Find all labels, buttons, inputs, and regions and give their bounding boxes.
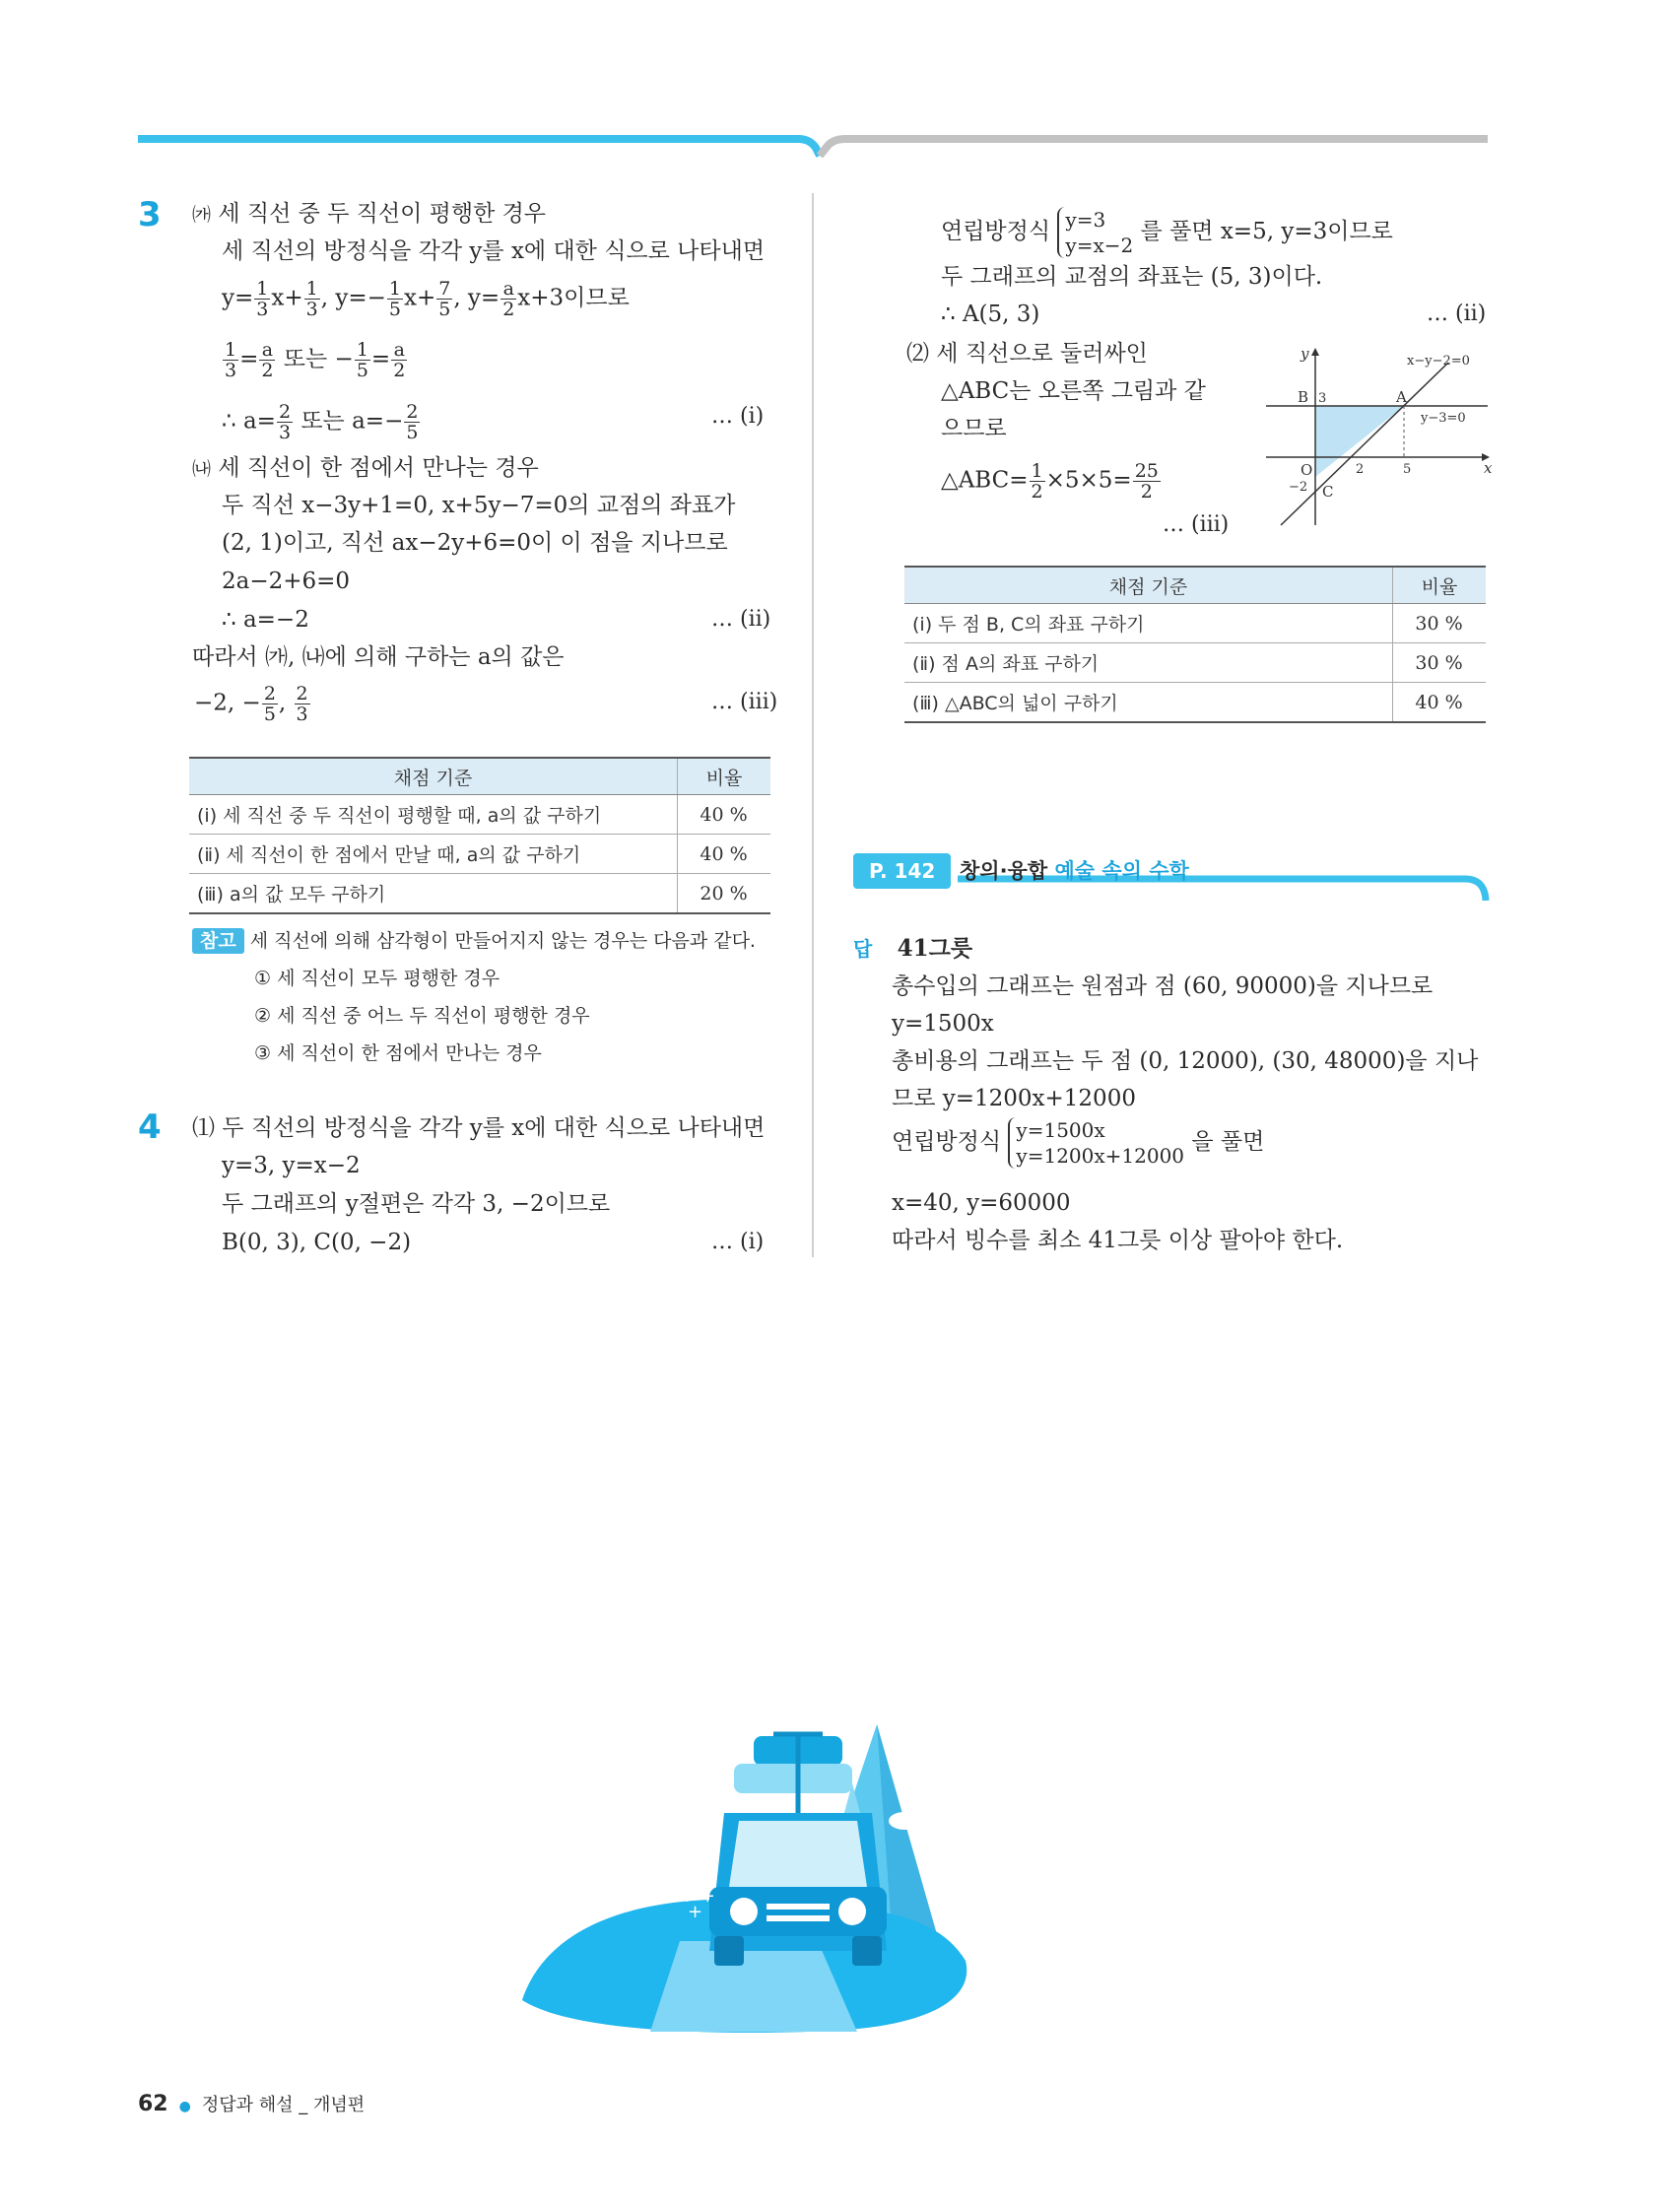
p142-line6: x=40, y=60000 <box>892 1190 1071 1216</box>
ga-tag: ㈎ <box>192 204 212 226</box>
answer-value: 41그릇 <box>897 935 973 962</box>
origin-label: O <box>1301 461 1313 479</box>
p4-right-line1: 연립방정식 y=3 y=x−2 를 풀면 x=5, y=3이므로 <box>941 208 1393 257</box>
equation-system: y=3 y=x−2 <box>1057 207 1133 258</box>
p3-na-line <box>192 453 539 484</box>
p142-line2: y=1500x <box>892 1011 994 1037</box>
p4-right-line5: △ABC는 오른쪽 그림과 같 <box>941 378 1206 404</box>
p3-line3: $\frac{1}{3}$ = $\frac{a}{2}$ 또는 − $\frac{1}{5}$ = $\frac{a}{2}$ <box>225 339 406 381</box>
marker-iii: … (ⅲ) <box>1163 512 1230 537</box>
note-badge: 참고 <box>192 928 244 954</box>
point-a-label: A <box>1396 388 1407 406</box>
page-number: 62 <box>138 2092 168 2116</box>
marker-i: … (ⅰ) <box>711 404 765 429</box>
bullet-icon: ● <box>178 2099 191 2114</box>
equation-system: y=1500x y=1200x+12000 <box>1008 1117 1184 1169</box>
na-title: 세 직선이 한 점에서 만나는 경우 <box>218 455 539 481</box>
p3-line9: 따라서 ㈎, ㈏에 의해 구하는 a의 값은 <box>192 644 565 670</box>
table-row: (ⅲ) a의 값 모두 구하기 20 % <box>189 874 770 914</box>
point-c-label: C <box>1322 483 1334 501</box>
car-windshield <box>729 1821 867 1887</box>
headlight-icon <box>838 1898 866 1925</box>
p4-right-line4: ⑵ 세 직선으로 둘러싸인 <box>906 341 1148 367</box>
roof-luggage <box>734 1764 852 1793</box>
header-gray-line <box>820 139 1488 156</box>
p4-line4: B(0, 3), C(0, −2) <box>222 1230 412 1255</box>
table-row: (ⅰ) 두 점 B, C의 좌표 구하기 30 % <box>904 604 1486 643</box>
y-label: y <box>1301 345 1309 363</box>
table-row: (ⅲ) △ABC의 넓이 구하기 40 % <box>904 683 1486 723</box>
p4-right-line3: ∴ A(5, 3) <box>941 302 1040 327</box>
p4-right-line7: △ABC= $\frac{1}{2}$ ×5×5= $\frac{25}{2}$ <box>941 460 1159 503</box>
p3-line10: −2, − $\frac{2}{5}$ , $\frac{2}{3}$ <box>194 683 308 725</box>
svg-text:+ +: + + <box>680 1886 715 1907</box>
headlight-icon <box>730 1898 758 1925</box>
cloud-icon <box>889 1812 920 1830</box>
page-badge: P. 142 <box>853 853 951 889</box>
point-b-label: B <box>1298 388 1309 406</box>
p4-line2: y=3, y=x−2 <box>222 1153 361 1178</box>
tick-5: 5 <box>1403 462 1412 477</box>
triangle-graph <box>1261 343 1498 530</box>
answer-line <box>853 934 972 964</box>
p142-line7: 따라서 빙수를 최소 41그릇 이상 팔아야 한다. <box>892 1228 1344 1253</box>
p142-line3: 총비용의 그래프는 두 점 (0, 12000), (30, 48000)을 지나 <box>892 1048 1479 1074</box>
x-label: x <box>1484 459 1493 477</box>
tick-2: 2 <box>1356 462 1365 477</box>
p3-line8: ∴ a=−2 <box>222 607 309 633</box>
p3-line4: ∴ a= $\frac{2}{3}$ 또는 a=− $\frac{2}{5}$ <box>222 401 419 443</box>
table-header-ratio: 비율 <box>1393 567 1487 604</box>
p3-ga-line <box>192 199 546 230</box>
problem-number-3: 3 <box>138 195 162 235</box>
p3-grading-table <box>189 757 770 914</box>
column-divider <box>812 193 814 1257</box>
p3-line2: y= $\frac{1}{3}$ x+ $\frac{1}{3}$ , y=− $\frac{1}{5}$ x+ $\frac{7}{5}$ , y= $\frac{a}{2}$ x+3이므로 <box>222 278 630 320</box>
footer <box>138 2091 365 2116</box>
ga-title: 세 직선 중 두 직선이 평행한 경우 <box>218 201 547 227</box>
tick-3: 3 <box>1318 391 1327 406</box>
table-row: (ⅱ) 세 직선이 한 점에서 만날 때, a의 값 구하기 40 % <box>189 835 770 874</box>
line1-label: x−y−2=0 <box>1407 354 1470 369</box>
table-header-ratio: 비율 <box>678 758 771 795</box>
table-row: (ⅱ) 점 A의 좌표 구하기 30 % <box>904 643 1486 683</box>
marker-ii: … (ⅱ) <box>1427 302 1487 326</box>
note-text: 세 직선에 의해 삼각형이 만들어지지 않는 경우는 다음과 같다. <box>249 930 756 952</box>
table-header-criteria: 채점 기준 <box>904 567 1393 604</box>
p3-line5: 두 직선 x−3y+1=0, x+5y−7=0의 교점의 좌표가 <box>222 493 736 518</box>
answer-label: 답 <box>853 937 873 961</box>
p4-line1: ⑴ 두 직선의 방정식을 각각 y를 x에 대한 식으로 나타내면 <box>192 1115 766 1141</box>
p4-right-line6: 으므로 <box>941 416 1007 441</box>
note-item: ③ 세 직선이 한 점에서 만나는 경우 <box>254 1042 542 1064</box>
marker-iii: … (ⅲ) <box>711 690 778 714</box>
section-title-topic: 예술 속의 수학 <box>1054 859 1189 883</box>
table-header-criteria: 채점 기준 <box>189 758 678 795</box>
p3-line1: 세 직선의 방정식을 각각 y를 x에 대한 식으로 나타내면 <box>222 238 766 264</box>
p3-line7: 2a−2+6=0 <box>222 569 351 594</box>
car-illustration <box>512 1714 1005 2040</box>
problem-number-4: 4 <box>138 1107 162 1147</box>
y-axis-arrow <box>1311 348 1319 356</box>
line2-label: y−3=0 <box>1421 411 1466 426</box>
tick-m2: −2 <box>1289 480 1308 495</box>
section-title-category: 창의·융합 <box>960 859 1048 883</box>
header-accent-line <box>138 139 820 156</box>
p142-line1: 총수입의 그래프는 원점과 점 (60, 90000)을 지나므로 <box>892 973 1434 999</box>
p142-line4: 므로 y=1200x+12000 <box>892 1086 1136 1111</box>
note-item: ② 세 직선 중 어느 두 직선이 평행한 경우 <box>254 1005 590 1027</box>
line-x-y-2 <box>1281 363 1448 525</box>
table-row: (ⅰ) 세 직선 중 두 직선이 평행할 때, a의 값 구하기 40 % <box>189 795 770 835</box>
note-item: ① 세 직선이 모두 평행한 경우 <box>254 968 500 989</box>
note-line <box>192 926 756 953</box>
p142-line5: 연립방정식 y=1500x y=1200x+12000 을 풀면 <box>892 1118 1265 1168</box>
p4-right-line2: 두 그래프의 교점의 좌표는 (5, 3)이다. <box>941 264 1323 290</box>
p3-line6: (2, 1)이고, 직선 ax−2y+6=0이 이 점을 지나므로 <box>222 530 728 556</box>
footer-text: 정답과 해설 _ 개념편 <box>201 2095 366 2115</box>
na-tag: ㈏ <box>192 458 212 480</box>
p4-line3: 두 그래프의 y절편은 각각 3, −2이므로 <box>222 1191 611 1217</box>
svg-text:+: + <box>688 1902 703 1922</box>
section-title <box>960 855 1189 885</box>
marker-i: … (ⅰ) <box>711 1230 765 1254</box>
p4-grading-table <box>904 566 1486 723</box>
header-bar <box>0 0 1668 158</box>
marker-ii: … (ⅱ) <box>711 607 771 632</box>
